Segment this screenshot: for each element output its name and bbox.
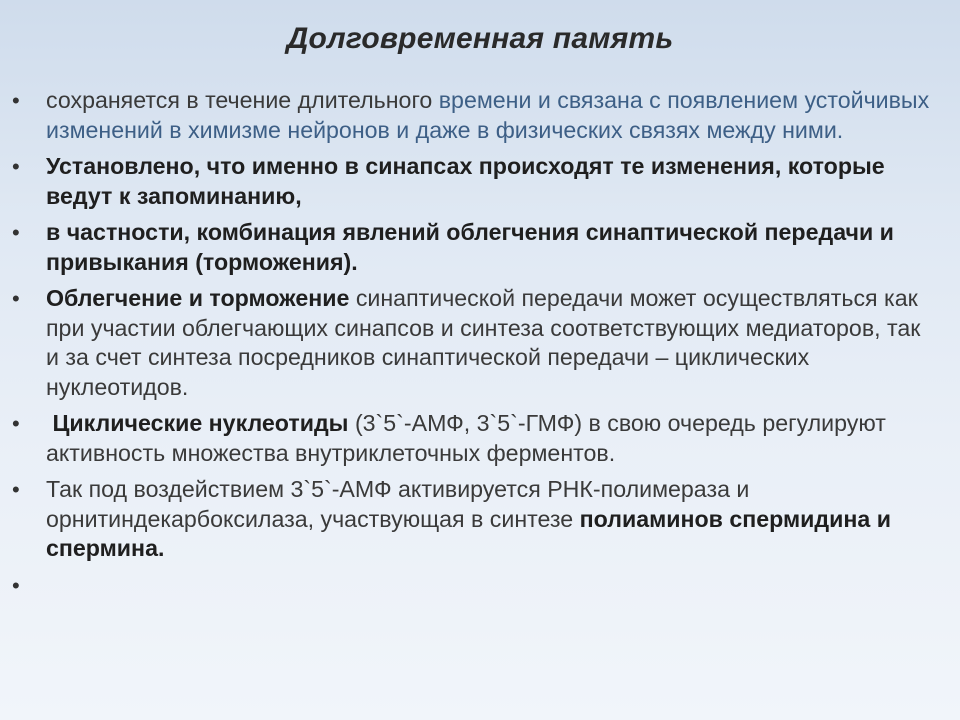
bullet-item <box>0 218 960 277</box>
bullet-text-plain: (3`5`-АМФ, 3`5`-ГМФ) в свою очередь регулируют активность множества внутриклеточных ферментов. <box>46 410 886 466</box>
bullet-item <box>0 152 960 211</box>
bullet-item <box>0 409 960 468</box>
bullet-dot-icon: • <box>12 154 20 179</box>
bullet-item <box>0 475 960 564</box>
bullet-list <box>0 86 960 607</box>
bullet-dot-icon: • <box>12 88 20 113</box>
bullet-text-bold: Облегчение и торможение <box>46 285 350 311</box>
bullet-dot-icon: • <box>12 411 20 436</box>
bullet-item <box>0 86 960 145</box>
bullet-item <box>0 284 960 402</box>
bullet-dot-icon: • <box>12 572 20 598</box>
bullet-text-plain: сохраняется в течение длительного <box>46 87 439 113</box>
bullet-text-plain: синаптической передачи может осуществляться как при участии облегчающих синапсов и синтеза соответствующих медиаторов, так и за счет синтеза посредников синаптической передачи – циклических нуклеотидов. <box>46 285 921 400</box>
bullet-text-bold: Установлено, что именно в синапсах происходят те изменения, которые ведут к запоминанию, <box>46 153 885 209</box>
bullet-text-blue: времени и связана с появлением устойчивых изменений в химизме нейронов и даже в физических связях между ними. <box>46 87 930 143</box>
bullet-text-plain: Так под воздействием 3`5`-АМФ активируется РНК-полимераза и орнитиндекарбоксилаза, участвующая в синтезе <box>46 476 750 532</box>
bullet-dot-icon: • <box>12 477 20 502</box>
bullet-text-bold: Циклические нуклеотиды <box>52 410 349 436</box>
bullet-text-bold: в частности, комбинация явлений облегчения синаптической передачи и привыкания (торможения). <box>46 219 894 275</box>
bullet-dot-icon: • <box>12 220 20 245</box>
bullet-item-empty <box>0 571 960 600</box>
bullet-dot-icon: • <box>12 286 20 311</box>
bullet-text-bold: полиаминов спермидина и спермина. <box>46 505 892 561</box>
slide-title: Долговременная память <box>286 22 674 55</box>
